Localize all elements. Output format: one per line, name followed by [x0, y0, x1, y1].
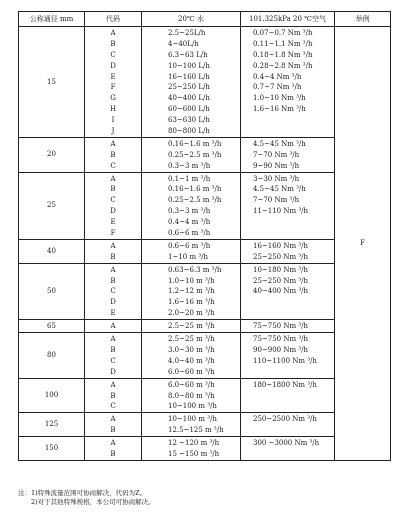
- nominal-diameter-cell: 40: [19, 239, 85, 263]
- air-range-value: 11~110 Nm ³/h: [253, 207, 309, 216]
- air-range-cell: [241, 263, 335, 319]
- water-range-value: 40~400 L/h: [168, 94, 210, 103]
- header-code: 代码: [85, 12, 142, 27]
- air-range-value: 25~250 Nm ³/h: [253, 252, 309, 261]
- code-value: H: [109, 105, 117, 114]
- code-value: J: [111, 127, 115, 136]
- code-value: C: [110, 196, 116, 205]
- table-row: [19, 27, 391, 138]
- water-range-value: 4.0~40 m ³/h: [168, 356, 215, 365]
- code-value: C: [110, 402, 116, 411]
- code-value: G: [110, 94, 116, 103]
- air-range-value: 0.4~4 Nm ³/h: [253, 72, 302, 81]
- code-value: F: [110, 83, 116, 92]
- water-range-cell: [142, 437, 241, 461]
- code-cell: [85, 263, 142, 319]
- code-cell: [85, 437, 142, 461]
- footnotes: [18, 489, 155, 507]
- air-range-cell: [241, 27, 335, 138]
- air-range-value: 0.7~7 Nm ³/h: [253, 83, 302, 92]
- air-range-cell: [241, 437, 335, 461]
- air-range-value: 1.0~10 Nm ³/h: [253, 94, 306, 103]
- code-value: A: [110, 265, 116, 274]
- water-range-value: 12 ~120 m ³/h: [168, 439, 220, 448]
- water-range-value: 10~100 m ³/h: [168, 415, 217, 424]
- water-range-value: 10~100 m ³/h: [168, 402, 217, 411]
- air-range-cell: [241, 378, 335, 413]
- water-range-value: 0.16~1.6 m ³/h: [168, 139, 222, 148]
- table-body: [19, 27, 391, 461]
- code-value: C: [110, 50, 116, 59]
- air-range-value: 180~1800 Nm ³/h: [253, 380, 317, 389]
- air-range-value: 4.5~45 Nm ³/h: [253, 185, 306, 194]
- air-range-value: 25~250 Nm ³/h: [253, 276, 309, 285]
- code-value: A: [110, 29, 116, 37]
- air-range-value: 90~900 Nm ³/h: [253, 345, 309, 354]
- air-range-cell: [241, 172, 335, 239]
- air-range-cell: [241, 320, 335, 333]
- nominal-diameter-cell: 65: [19, 320, 85, 333]
- air-range-value: 0.07~0.7 Nm ³/h: [253, 29, 313, 37]
- water-range-cell: [142, 378, 241, 413]
- water-range-value: 0.16~1.6 m ³/h: [168, 185, 222, 194]
- code-cell: [85, 333, 142, 379]
- air-range-value: 0.11~1.1 Nm ³/h: [253, 39, 313, 48]
- air-range-value: 75~750 Nm ³/h: [253, 335, 309, 344]
- water-range-cell: [142, 333, 241, 379]
- water-range-value: 0.63~6.3 m ³/h: [168, 265, 222, 274]
- water-range-value: 63~630 L/h: [168, 116, 210, 125]
- code-value: D: [110, 61, 116, 70]
- code-value: B: [110, 391, 116, 400]
- nominal-diameter-cell: 100: [19, 378, 85, 413]
- air-range-value: 7~70 Nm ³/h: [253, 150, 300, 159]
- water-range-value: 0.3~3 m ³/h: [168, 207, 211, 216]
- header-water: 20℃ 水: [142, 12, 241, 27]
- water-range-value: 10~100 L/h: [168, 61, 210, 70]
- flow-range-table-container: [18, 11, 390, 461]
- water-range-value: 2.5~25 m ³/h: [168, 322, 215, 331]
- water-range-value: 2.0~20 m ³/h: [168, 309, 215, 318]
- water-range-value: 0.1~1 m ³/h: [168, 174, 211, 183]
- code-value: E: [110, 72, 116, 81]
- example-cell: F: [335, 27, 391, 461]
- code-value: B: [110, 39, 116, 48]
- code-value: C: [110, 161, 116, 170]
- footnote-2: 2)对于其他特殊规格，本公司可协商解决。: [31, 498, 155, 506]
- code-cell: [85, 172, 142, 239]
- water-range-value: 2.5~25L/h: [168, 29, 206, 37]
- water-range-value: 0.6~6 m ³/h: [168, 241, 211, 250]
- water-range-value: 3.0~30 m ³/h: [168, 345, 215, 354]
- water-range-value: 15 ~150 m ³/h: [168, 449, 220, 458]
- air-range-value: 10~180 Nm ³/h: [253, 265, 309, 274]
- water-range-cell: [142, 413, 241, 437]
- water-range-value: 80~800 L/h: [168, 127, 210, 136]
- water-range-value: 1~10 m ³/h: [168, 252, 208, 261]
- code-value: A: [110, 139, 116, 148]
- code-value: F: [110, 229, 116, 238]
- water-range-value: 0.4~4 m ³/h: [168, 218, 211, 227]
- air-range-value: 250~2500 Nm ³/h: [253, 415, 317, 424]
- code-value: A: [110, 335, 116, 344]
- nominal-diameter-cell: 150: [19, 437, 85, 461]
- air-range-value: 40~400 Nm ³/h: [253, 287, 309, 296]
- nominal-diameter-cell: 20: [19, 137, 85, 172]
- code-cell: [85, 378, 142, 413]
- flow-range-table: [18, 11, 391, 461]
- water-range-value: 6.0~60 m ³/h: [168, 380, 215, 389]
- air-range-value: 4.5~45 Nm ³/h: [253, 139, 306, 148]
- water-range-value: 6.0~60 m ³/h: [168, 367, 215, 376]
- water-range-cell: [142, 263, 241, 319]
- water-range-value: 0.25~2.5 m ³/h: [168, 196, 222, 205]
- code-cell: [85, 239, 142, 263]
- code-value: B: [110, 426, 116, 435]
- code-cell: [85, 413, 142, 437]
- code-value: C: [110, 287, 116, 296]
- code-value: B: [110, 252, 116, 261]
- water-range-cell: [142, 172, 241, 239]
- air-range-value: 1.6~16 Nm ³/h: [253, 105, 306, 114]
- air-range-cell: [241, 137, 335, 172]
- air-range-value: 0.28~2.8 Nm ³/h: [253, 61, 313, 70]
- water-range-value: 1.0~10 m ³/h: [168, 276, 215, 285]
- water-range-cell: [142, 320, 241, 333]
- code-value: A: [110, 322, 116, 331]
- air-range-cell: [241, 333, 335, 379]
- air-range-value: 0.18~1.8 Nm ³/h: [253, 50, 313, 59]
- water-range-value: 0.25~2.5 m ³/h: [168, 150, 222, 159]
- code-value: E: [110, 309, 116, 318]
- code-value: A: [110, 439, 116, 448]
- air-range-value: 75~750 Nm ³/h: [253, 322, 309, 331]
- code-value: I: [111, 116, 115, 125]
- code-value: B: [110, 185, 116, 194]
- code-value: B: [110, 276, 116, 285]
- nominal-diameter-cell: 15: [19, 27, 85, 138]
- code-value: E: [110, 218, 116, 227]
- code-value: B: [110, 449, 116, 458]
- water-range-cell: [142, 239, 241, 263]
- header-air: 101.325kPa 20 ℃空气: [241, 12, 335, 27]
- code-value: D: [110, 298, 116, 307]
- header-nominal-diameter: 公称通径 mm: [19, 12, 85, 27]
- code-value: A: [110, 241, 116, 250]
- code-value: D: [110, 207, 116, 216]
- water-range-value: 60~600 L/h: [168, 105, 210, 114]
- nominal-diameter-cell: 25: [19, 172, 85, 239]
- water-range-value: 25~250 L/h: [168, 83, 210, 92]
- air-range-value: 110~1100 Nm ³/h: [253, 356, 317, 365]
- air-range-value: 9~90 Nm ³/h: [253, 161, 300, 170]
- code-cell: [85, 27, 142, 138]
- code-cell: [85, 137, 142, 172]
- code-value: A: [110, 380, 116, 389]
- water-range-value: 1.6~16 m ³/h: [168, 298, 215, 307]
- water-range-cell: [142, 137, 241, 172]
- air-range-value: 300 ~3000 Nm ³/h: [253, 439, 320, 448]
- air-range-cell: [241, 239, 335, 263]
- code-value: D: [110, 367, 116, 376]
- code-value: B: [110, 150, 116, 159]
- code-value: A: [110, 174, 116, 183]
- air-range-value: 16~160 Nm ³/h: [253, 241, 309, 250]
- footnote-1: 注：1)特殊流量范围可协商解决，代码为Z。: [18, 489, 147, 497]
- code-value: B: [110, 345, 116, 354]
- water-range-value: 6.3~63 L/h: [168, 50, 208, 59]
- water-range-value: 0.3~3 m ³/h: [168, 161, 211, 170]
- table-header-row: [19, 12, 391, 27]
- nominal-diameter-cell: 125: [19, 413, 85, 437]
- water-range-value: 2.5~25 m ³/h: [168, 335, 215, 344]
- water-range-value: 16~160 L/h: [168, 72, 210, 81]
- water-range-value: 0.6~6 m ³/h: [168, 229, 211, 238]
- water-range-value: 4~40L/h: [168, 39, 199, 48]
- water-range-value: 12.5~125 m ³/h: [168, 426, 224, 435]
- nominal-diameter-cell: 50: [19, 263, 85, 319]
- water-range-value: 1.2~12 m ³/h: [168, 287, 215, 296]
- code-value: C: [110, 356, 116, 365]
- air-range-cell: [241, 413, 335, 437]
- air-range-value: 3~30 Nm ³/h: [253, 174, 300, 183]
- water-range-cell: [142, 27, 241, 138]
- code-cell: [85, 320, 142, 333]
- code-value: A: [110, 415, 116, 424]
- header-example: 举例: [335, 12, 391, 27]
- water-range-value: 8.0~80 m ³/h: [168, 391, 215, 400]
- nominal-diameter-cell: 80: [19, 333, 85, 379]
- air-range-value: 7~70 Nm ³/h: [253, 196, 300, 205]
